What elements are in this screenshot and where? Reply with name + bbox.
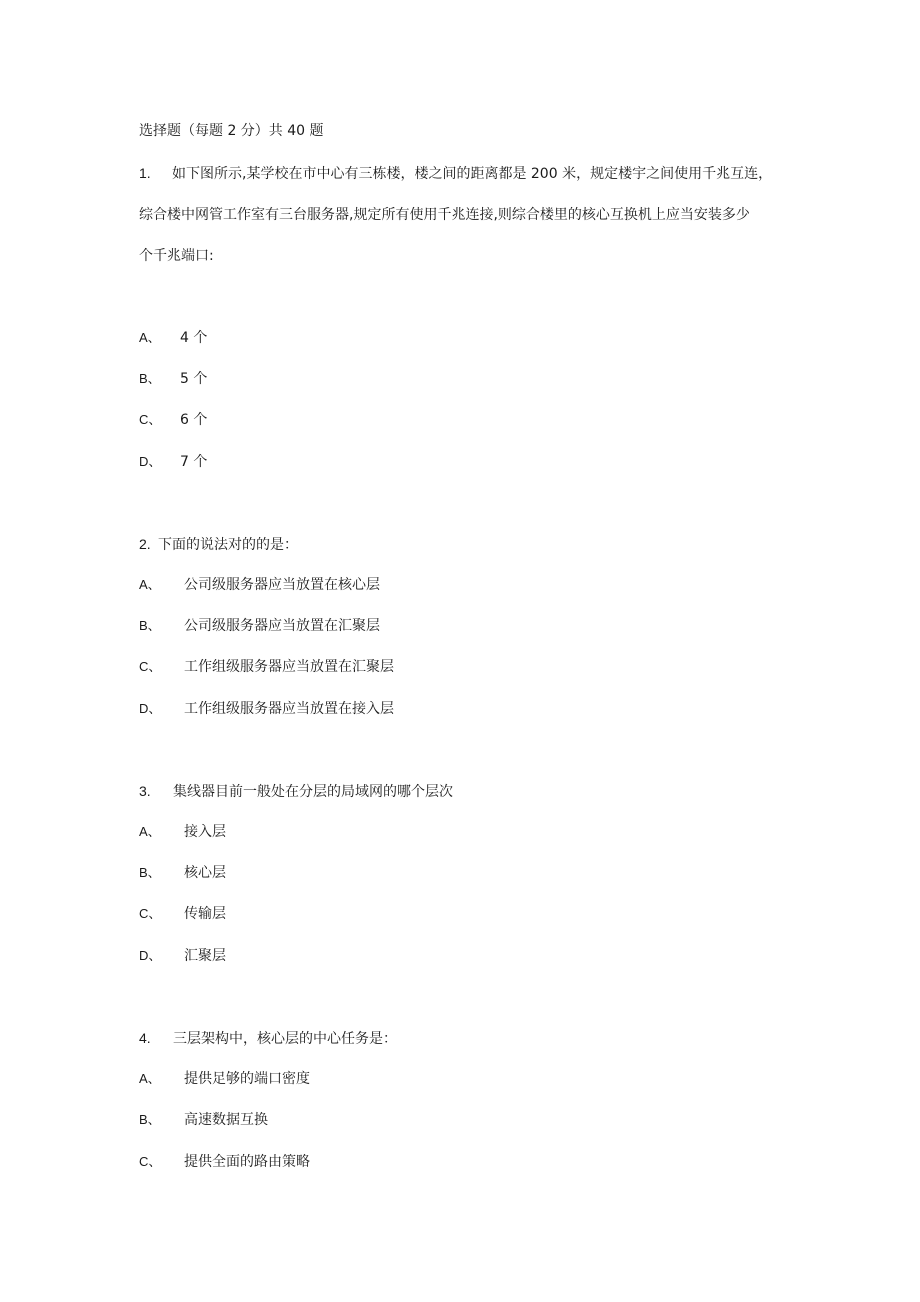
option-letter: B、	[139, 618, 161, 633]
question-number: 4.	[139, 1030, 151, 1046]
question-text: 集线器目前一般处在分层的局域网的哪个层次	[173, 784, 453, 800]
option-text: 高速数据互换	[184, 1112, 268, 1128]
question-text: 如下图所示,某学校在市中心有三栋楼，楼之间的距离都是 200 米，规定楼宇之间使用千兆互连，	[172, 166, 773, 182]
option-text: 提供全面的路由策略	[184, 1154, 310, 1170]
question-2-stem	[139, 535, 298, 554]
question-text: 下面的说法对的的是：	[158, 537, 298, 553]
option-text: 工作组级服务器应当放置在接入层	[184, 701, 394, 717]
option-text: 传输层	[184, 906, 226, 922]
option-text: 核心层	[184, 865, 226, 881]
option-letter: B、	[139, 865, 161, 880]
option-letter: A、	[139, 330, 161, 345]
question-1-stem-line-1	[139, 164, 772, 183]
option-row	[139, 864, 226, 882]
question-4-stem	[139, 1029, 397, 1048]
option-letter: D、	[139, 948, 162, 963]
option-row	[139, 823, 226, 841]
option-letter: A、	[139, 577, 161, 592]
question-number: 3.	[139, 783, 151, 799]
option-letter: B、	[139, 1112, 161, 1127]
section-title: 选择题（每题 2 分）共 40 题	[139, 123, 324, 139]
option-text: 工作组级服务器应当放置在汇聚层	[184, 659, 394, 675]
option-text: 公司级服务器应当放置在汇聚层	[184, 618, 380, 634]
option-row	[139, 576, 380, 594]
option-row	[139, 1153, 310, 1171]
option-row	[139, 700, 394, 718]
option-letter: B、	[139, 371, 161, 386]
option-text: 提供足够的端口密度	[184, 1071, 310, 1087]
option-row	[139, 453, 207, 471]
question-number: 1.	[139, 165, 151, 181]
option-row	[139, 1070, 310, 1088]
option-letter: A、	[139, 1071, 161, 1086]
option-row	[139, 1111, 268, 1129]
option-letter: C、	[139, 659, 162, 674]
option-row	[139, 329, 207, 347]
option-row	[139, 411, 207, 429]
option-letter: C、	[139, 906, 162, 921]
option-letter: C、	[139, 1154, 162, 1169]
option-row	[139, 370, 207, 388]
question-1-stem-line-2: 综合楼中网管工作室有三台服务器,规定所有使用千兆连接,则综合楼里的核心互换机上应当安装多少	[139, 207, 750, 223]
option-text: 公司级服务器应当放置在核心层	[184, 577, 380, 593]
option-letter: A、	[139, 824, 161, 839]
option-letter: D、	[139, 454, 162, 469]
option-text: 6 个	[180, 412, 208, 428]
option-row	[139, 658, 394, 676]
option-text: 4 个	[180, 330, 208, 346]
option-row	[139, 905, 226, 923]
option-letter: C、	[139, 412, 162, 427]
option-text: 接入层	[184, 824, 226, 840]
option-letter: D、	[139, 701, 162, 716]
option-text: 汇聚层	[184, 948, 226, 964]
question-number: 2.	[139, 536, 151, 552]
question-text: 三层架构中，核心层的中心任务是：	[173, 1031, 397, 1047]
option-text: 7 个	[180, 454, 208, 470]
option-text: 5 个	[180, 371, 208, 387]
option-row	[139, 947, 226, 965]
question-1-stem-line-3: 个千兆端口:	[139, 248, 214, 264]
question-3-stem	[139, 782, 453, 801]
option-row	[139, 617, 380, 635]
